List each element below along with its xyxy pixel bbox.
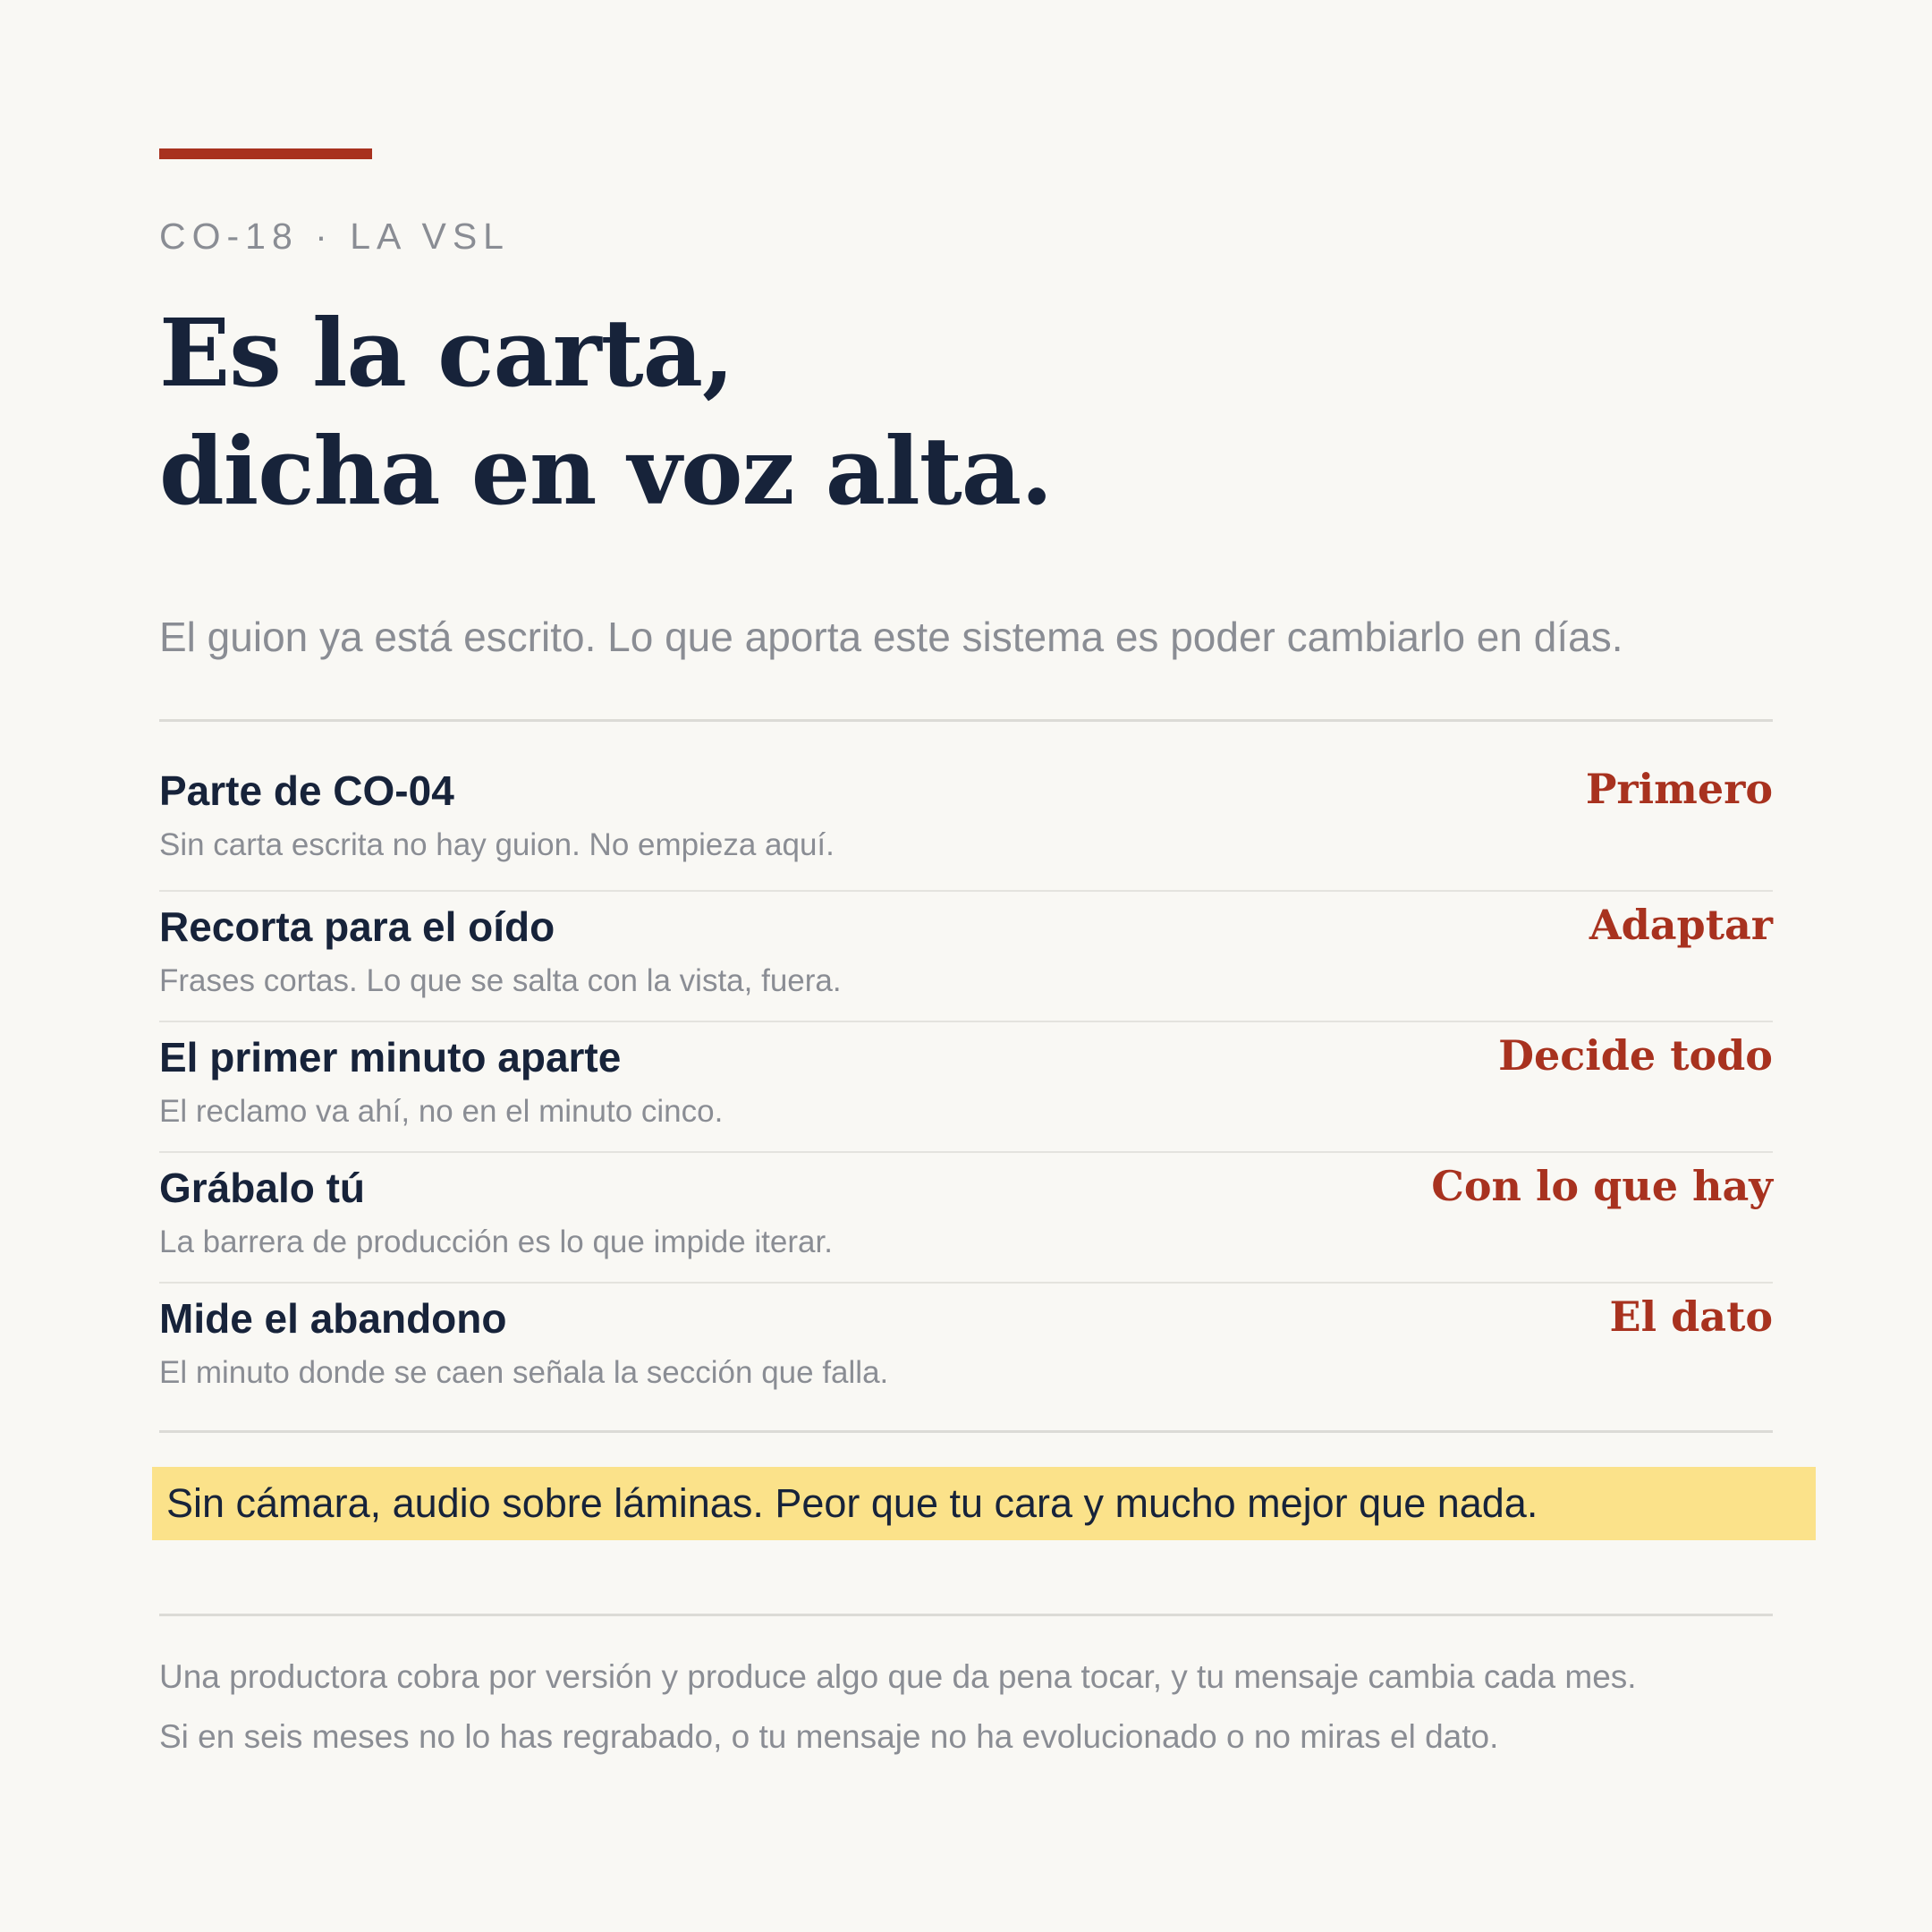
- accent-bar: [159, 148, 372, 159]
- title-line-1: Es la carta,: [159, 298, 734, 408]
- steps-list: [159, 759, 1773, 1412]
- step-description: Sin carta escrita no hay guion. No empieza aquí.: [159, 827, 835, 863]
- footer-line-1: Una productora cobra por versión y produce algo que da pena tocar, y tu mensaje cambia cada mes.: [159, 1658, 1637, 1696]
- list-item: [159, 890, 1773, 1021]
- divider-bottom: [159, 1614, 1773, 1616]
- footer-line-2: Si en seis meses no lo has regrabado, o tu mensaje no ha evolucionado o no miras el dato.: [159, 1718, 1499, 1756]
- list-item: [159, 1282, 1773, 1412]
- step-description: La barrera de producción es lo que impide iterar.: [159, 1224, 833, 1260]
- list-item: [159, 1021, 1773, 1151]
- title-line-2: dicha en voz alta.: [159, 416, 1053, 526]
- step-title: Recorta para el oído: [159, 903, 555, 951]
- step-tag: Primero: [1585, 765, 1773, 814]
- step-title: El primer minuto aparte: [159, 1034, 622, 1081]
- page-title: [159, 294, 1773, 530]
- step-title: Grábalo tú: [159, 1165, 366, 1212]
- step-tag: Decide todo: [1498, 1031, 1773, 1080]
- eyebrow-label: CO-18 · LA VSL: [159, 216, 510, 257]
- divider-top: [159, 719, 1773, 722]
- step-tag: Adaptar: [1589, 901, 1773, 950]
- step-description: El minuto donde se caen señala la sección que falla.: [159, 1355, 889, 1391]
- step-tag: El dato: [1609, 1292, 1773, 1342]
- step-title: Mide el abandono: [159, 1295, 507, 1343]
- list-item: [159, 759, 1773, 890]
- lede-paragraph: El guion ya está escrito. Lo que aporta este sistema es poder cambiarlo en días.: [159, 614, 1623, 660]
- list-item: [159, 1151, 1773, 1282]
- step-description: Frases cortas. Lo que se salta con la vista, fuera.: [159, 963, 842, 999]
- step-tag: Con lo que hay: [1431, 1162, 1773, 1211]
- document-page: [159, 148, 1773, 1767]
- highlight-callout: Sin cámara, audio sobre láminas. Peor que tu cara y mucho mejor que nada.: [152, 1467, 1816, 1540]
- footer-note: [159, 1647, 1773, 1767]
- step-title: Parte de CO-04: [159, 767, 454, 815]
- step-description: El reclamo va ahí, no en el minuto cinco.: [159, 1094, 724, 1130]
- divider-middle: [159, 1430, 1773, 1433]
